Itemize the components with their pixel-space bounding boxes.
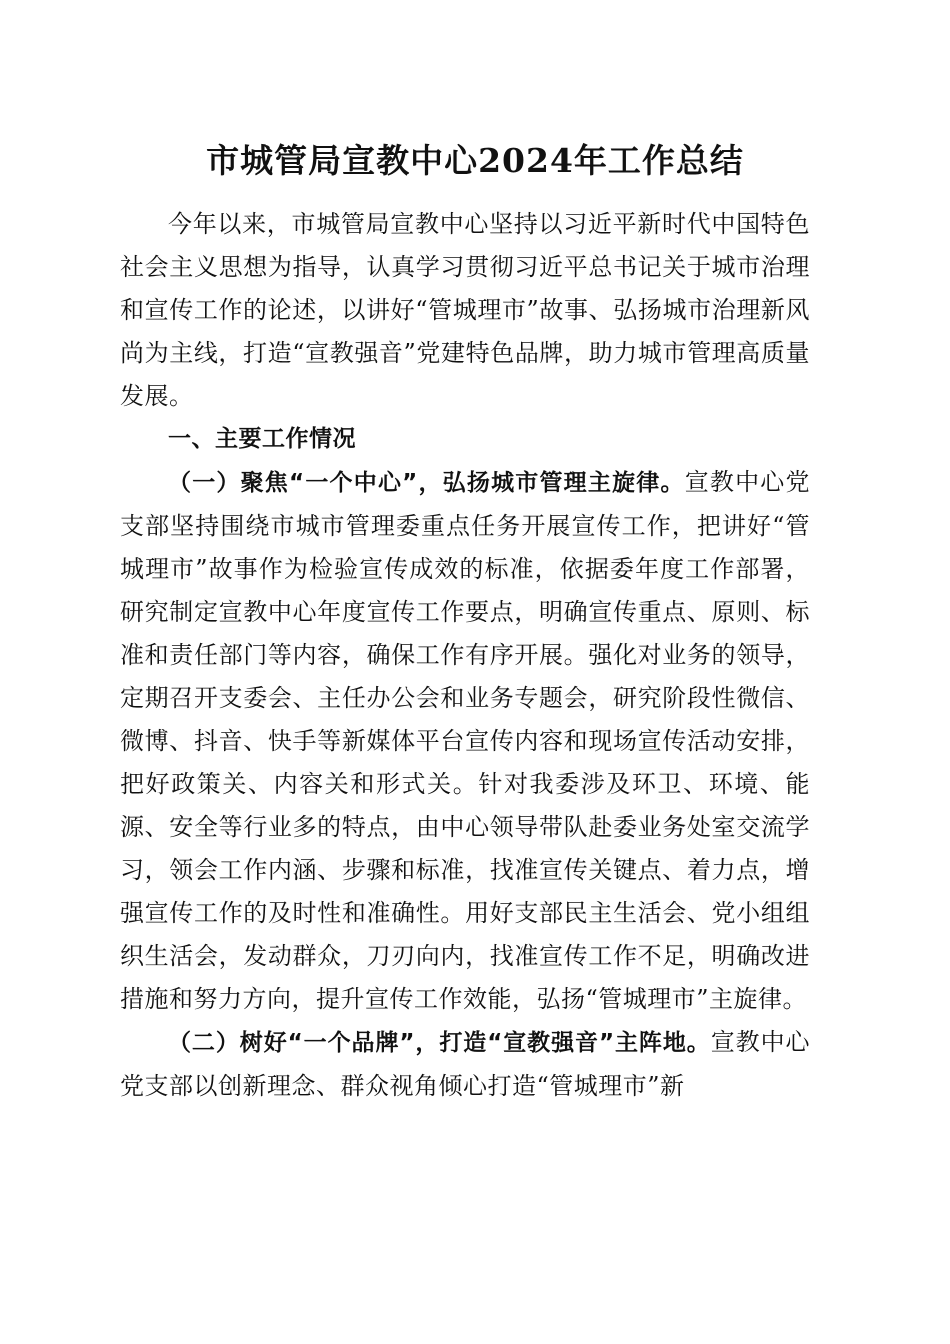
paragraph-item-2 [120,1021,810,1108]
item-2-heading: （二）树好“一个品牌”，打造“宣教强音”主阵地。 [168,1030,711,1056]
section-heading-main-work: 一、主要工作情况 [168,426,356,452]
item-1-body: 宣教中心党支部坚持围绕市城市管理委重点任务开展宣传工作，把讲好“管城理市”故事作为检验宣传成效的标准，依据委年度工作部署，研究制定宣教中心年度宣传工作要点，明确宣传重点、原则、标准和责任部门等内容，确保工作有序开展。强化对业务的领导，定期召开支委会、主任办公会和业务专题会，研究阶段性微信、微博、抖音、快手等新媒体平台宣传内容和现场宣传活动安排，把好政策关、内容关和形式关。针对我委涉及环卫、环境、能源、安全等行业多的特点，由中心领导带队赴委业务处室交流学习，领会工作内涵、步骤和标准，找准宣传关键点、着力点，增强宣传工作的及时性和准确性。用好支部民主生活会、党小组组织生活会，发动群众，刀刃向内，找准宣传工作不足，明确改进措施和努力方向，提升宣传工作效能，弘扬“管城理市”主旋律。 [120,468,811,1013]
paragraph-item-1 [120,461,810,1021]
document-body [120,203,810,1108]
item-1-heading: （一）聚焦“一个中心”，弘扬城市管理主旋律。 [168,470,685,496]
document-title: 市城管局宣教中心2024年工作总结 [206,141,744,180]
intro-paragraph: 今年以来，市城管局宣教中心坚持以习近平新时代中国特色社会主义思想为指导，认真学习贯彻习近平总书记关于城市治理和宣传工作的论述，以讲好“管城理市”故事、弘扬城市治理新风尚为主线，打造“宣教强音”党建特色品牌，助力城市管理高质量发展。 [120,210,810,410]
item-2-body: 宣教中心党支部以创新理念、群众视角倾心打造“管城理市”新 [120,1028,810,1100]
